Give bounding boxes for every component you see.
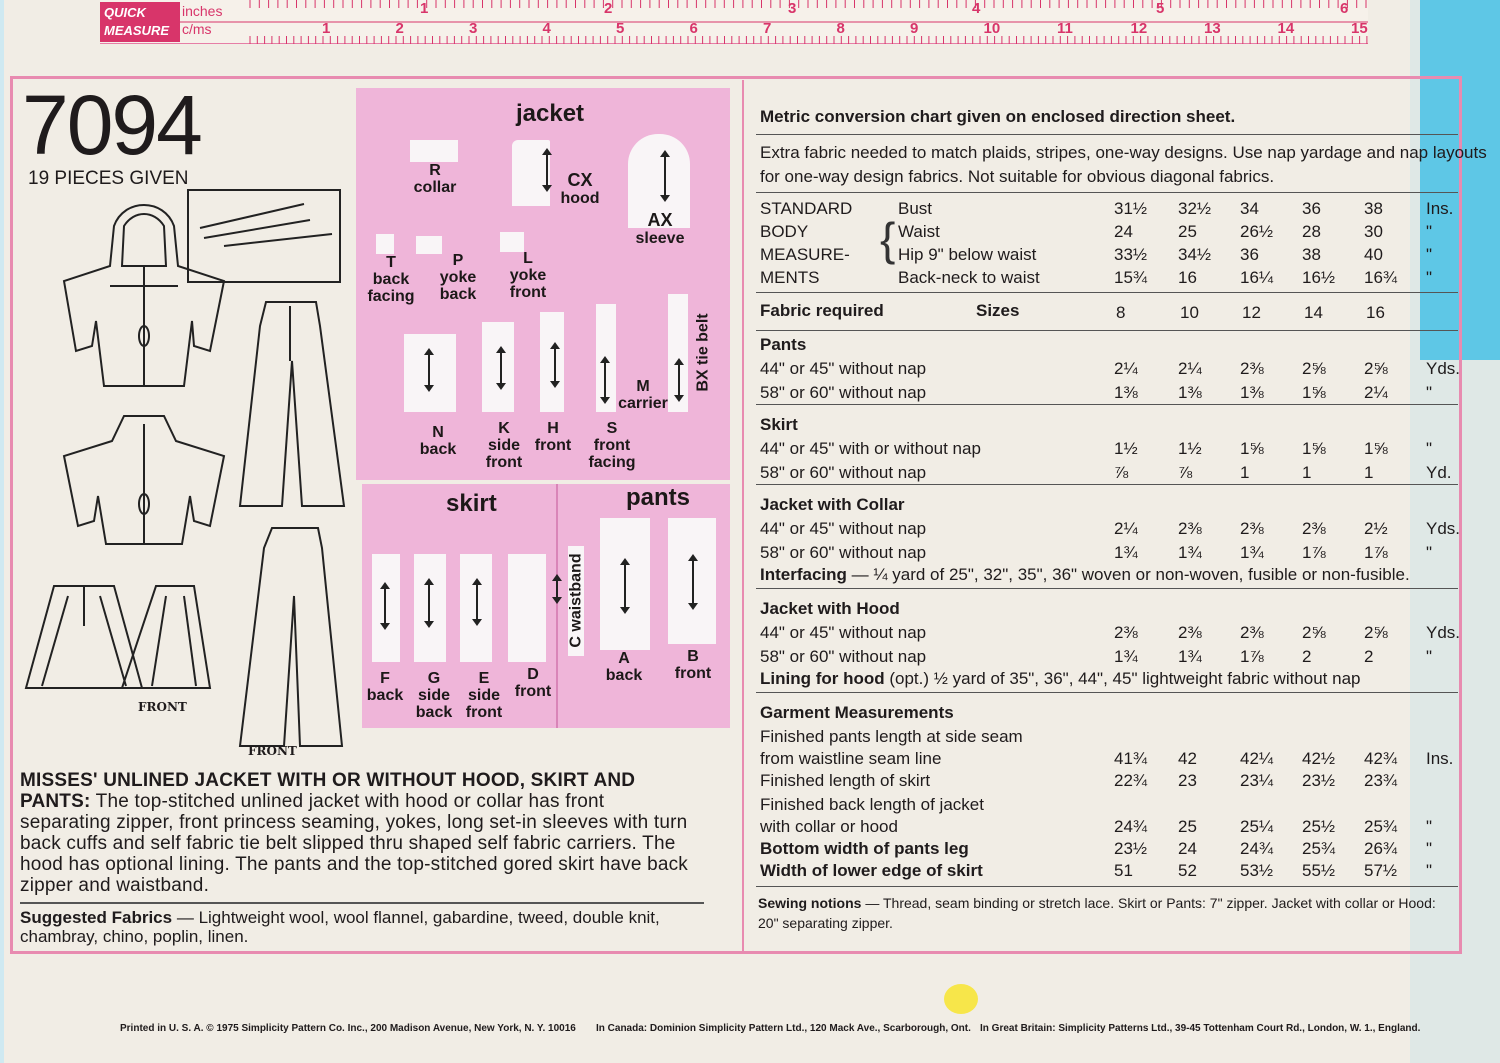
- garment-label: Width of lower edge of skirt: [760, 861, 983, 880]
- table-cell: 2¼: [1114, 519, 1138, 538]
- unit-cell: Yd.: [1426, 463, 1452, 482]
- skirt-pants-separator: [556, 484, 558, 728]
- rule: [756, 134, 1458, 135]
- section-note: Interfacing — ¼ yard of 25", 32", 35", 36" woven or non-woven, fusible or non-fusible.: [760, 565, 1410, 584]
- grainline-arrow: [692, 556, 694, 608]
- section-title: Skirt: [760, 415, 798, 434]
- table-cell: 31½: [1114, 199, 1148, 218]
- ruler-cm-mark: 7: [763, 20, 772, 37]
- extra-fabric-note-1: Extra fabric needed to match plaids, stripes, one-way designs. Use nap yardage and nap layouts: [760, 143, 1487, 162]
- ruler-cm-mark: 10: [983, 20, 1001, 37]
- rule: [756, 292, 1458, 293]
- piece-label-N: N back: [419, 424, 457, 458]
- ruler-cm-mark: 3: [469, 20, 478, 37]
- unit-cell: ": [1426, 268, 1433, 287]
- ruler-cm-mark: 1: [322, 20, 331, 37]
- piece-label-K: K side front: [485, 420, 523, 471]
- table-cell: 1: [1364, 463, 1374, 482]
- piece-label-R: R collar: [413, 162, 457, 196]
- table-cell: 32½: [1178, 199, 1212, 218]
- table-cell: 57½: [1364, 861, 1398, 880]
- garment-label: Finished back length of jacket: [760, 795, 984, 814]
- fabric-width-label: 44" or 45" without nap: [760, 623, 927, 642]
- table-cell: 16: [1178, 268, 1197, 287]
- front-label-pants: FRONT: [248, 744, 297, 758]
- table-cell: 30: [1364, 222, 1383, 241]
- table-cell: 51: [1114, 861, 1133, 880]
- table-cell: 53½: [1240, 861, 1274, 880]
- grainline-arrow: [384, 584, 386, 628]
- table-cell: 16½: [1302, 268, 1336, 287]
- fabric-width-label: 58" or 60" without nap: [760, 383, 927, 402]
- table-cell: 38: [1364, 199, 1383, 218]
- table-cell: 1⅝: [1240, 439, 1264, 458]
- grainline-arrow: [428, 580, 430, 626]
- table-cell: 2¼: [1364, 383, 1388, 402]
- piece-label-A: A back: [605, 650, 643, 684]
- piece-collar: [410, 140, 458, 162]
- ruler-logo: QUICK MEASURE: [100, 2, 180, 42]
- unit-cell: Yds.: [1426, 623, 1461, 642]
- table-cell: 1⅞: [1302, 543, 1326, 562]
- body-measure-label: Back-neck to waist: [898, 268, 1040, 287]
- body-measure-label: Hip 9" below waist: [898, 245, 1037, 264]
- table-cell: 24: [1178, 839, 1197, 858]
- ruler-cm-mark: 14: [1277, 20, 1295, 37]
- suggested-fabrics-label: Suggested Fabrics: [20, 908, 173, 927]
- garment-label: with collar or hood: [760, 817, 898, 836]
- ruler-inch-mark: 1: [420, 0, 429, 17]
- piece-yoke-front: [500, 232, 524, 252]
- table-cell: 24¾: [1240, 839, 1274, 858]
- ruler-cm-mark: 11: [1057, 20, 1073, 37]
- piece-label-BX: BX tie belt: [694, 313, 712, 392]
- table-cell: 23½: [1302, 771, 1336, 790]
- table-cell: 1½: [1114, 439, 1138, 458]
- standard-label: MEASURE-: [760, 245, 850, 264]
- table-cell: 42: [1178, 749, 1197, 768]
- table-cell: 42¼: [1240, 749, 1274, 768]
- unit-cell: Yds.: [1426, 359, 1461, 378]
- footer-britain: In Great Britain: Simplicity Patterns Ltd., 39-45 Tottenham Court Rd., London, W. 1., England.: [980, 1023, 1421, 1034]
- table-cell: 2⅝: [1302, 623, 1326, 642]
- table-cell: 2¼: [1178, 359, 1202, 378]
- pieces-given: 19 PIECES GIVEN: [28, 168, 189, 189]
- table-cell: ⅞: [1178, 463, 1193, 482]
- table-cell: 25¾: [1302, 839, 1336, 858]
- brace: {: [880, 213, 896, 265]
- standard-label: STANDARD: [760, 199, 853, 218]
- pattern-number: 7094: [22, 78, 201, 172]
- garment-illustrations: [14, 186, 354, 766]
- unit-cell: ": [1426, 839, 1433, 858]
- size-header: 12: [1242, 303, 1261, 322]
- rule: [756, 404, 1458, 405]
- ruler-cm-mark: 5: [616, 20, 625, 37]
- table-cell: 1⅞: [1364, 543, 1388, 562]
- table-cell: 2: [1302, 647, 1312, 666]
- piece-label-CX: CX hood: [560, 170, 600, 207]
- pants-heading: pants: [626, 484, 691, 511]
- table-cell: 1¾: [1178, 543, 1202, 562]
- fabric-required-label: Fabric required: [760, 301, 884, 320]
- table-cell: 2⅜: [1240, 623, 1264, 642]
- body-measure-label: Waist: [898, 222, 940, 241]
- unit-cell: Yds.: [1426, 519, 1461, 538]
- description-title: MISSES' UNLINED JACKET WITH OR WITHOUT HOOD, SKIRT AND PANTS:: [20, 770, 636, 812]
- ruler-inch-mark: 3: [788, 0, 797, 17]
- unit-cell: ": [1426, 647, 1433, 666]
- table-cell: 23¾: [1364, 771, 1398, 790]
- front-label-skirt: FRONT: [138, 700, 187, 714]
- table-cell: 23¼: [1240, 771, 1274, 790]
- table-cell: 23½: [1114, 839, 1148, 858]
- piece-label-B: B front: [674, 648, 712, 682]
- ruler-cm-mark: 4: [542, 20, 551, 37]
- table-cell: 2⅜: [1240, 359, 1264, 378]
- unit-cell: ": [1426, 861, 1433, 880]
- piece-label-M: M carrier: [618, 378, 668, 412]
- table-cell: 2¼: [1114, 359, 1138, 378]
- table-cell: 23: [1178, 771, 1197, 790]
- table-cell: 22¾: [1114, 771, 1148, 790]
- table-cell: 2: [1364, 647, 1374, 666]
- unit-cell: ": [1426, 817, 1433, 836]
- ruler-ticks: [100, 0, 1368, 44]
- table-cell: 2⅜: [1178, 623, 1202, 642]
- piece-label-E: E side front: [465, 670, 503, 721]
- piece-label-C: C waistband: [567, 553, 585, 648]
- section-title: Jacket with Collar: [760, 495, 905, 514]
- table-cell: 2⅜: [1178, 519, 1202, 538]
- fabric-width-label: 44" or 45" without nap: [760, 519, 927, 538]
- grainline-arrow: [604, 358, 606, 402]
- sizes-label: Sizes: [976, 301, 1020, 320]
- ruler-cm-mark: 15: [1351, 20, 1368, 37]
- table-cell: 34: [1240, 199, 1259, 218]
- table-cell: 1¾: [1114, 647, 1138, 666]
- piece-skirt-back: [372, 554, 400, 662]
- table-cell: 36: [1302, 199, 1321, 218]
- ruler-inch-mark: 6: [1340, 0, 1349, 17]
- piece-label-D: D front: [514, 666, 552, 700]
- table-cell: 1⅜: [1178, 383, 1202, 402]
- unit-cell: ": [1426, 245, 1433, 264]
- grainline-arrow: [556, 576, 558, 602]
- table-cell: 33½: [1114, 245, 1148, 264]
- table-cell: 41¾: [1114, 749, 1148, 768]
- table-cell: 1: [1302, 463, 1312, 482]
- rule: [756, 886, 1458, 887]
- ruler-cm-mark: 2: [395, 20, 404, 37]
- table-cell: 25¾: [1364, 817, 1398, 836]
- table-cell: 34½: [1178, 245, 1212, 264]
- table-cell: 2½: [1364, 519, 1388, 538]
- table-cell: 25½: [1302, 817, 1336, 836]
- rule: [756, 330, 1458, 331]
- table-cell: 25¼: [1240, 817, 1274, 836]
- size-header: 16: [1366, 303, 1385, 322]
- table-cell: 26½: [1240, 222, 1274, 241]
- jacket-heading: jacket: [516, 100, 585, 127]
- table-cell: 1⅝: [1302, 439, 1326, 458]
- size-header: 10: [1180, 303, 1199, 322]
- unit-cell: ": [1426, 222, 1433, 241]
- table-cell: 2⅝: [1364, 623, 1388, 642]
- footer-canada: In Canada: Dominion Simplicity Pattern Ltd., 120 Mack Ave., Scarborough, Ont.: [596, 1023, 971, 1034]
- piece-label-F: F back: [366, 670, 404, 704]
- grainline-arrow: [546, 150, 548, 190]
- grainline-arrow: [476, 580, 478, 624]
- table-cell: 1¾: [1240, 543, 1264, 562]
- size-header: 14: [1304, 303, 1323, 322]
- rule: [756, 588, 1458, 589]
- unit-cell: Ins.: [1426, 199, 1454, 218]
- sewing-notions: Sewing notions — Thread, seam binding or stretch lace. Skirt or Pants: 7" zipper. Jacket with collar or Hood:: [758, 895, 1436, 911]
- table-cell: 1¾: [1178, 647, 1202, 666]
- inches-label: inches: [182, 3, 223, 19]
- extra-fabric-note-2: for one-way design fabrics. Not suitable for obvious diagonal fabrics.: [760, 167, 1275, 186]
- ruler-cm-mark: 13: [1204, 20, 1221, 37]
- piece-back: [404, 334, 456, 412]
- table-cell: 2⅜: [1114, 623, 1138, 642]
- suggested-fabrics-text: — Lightweight wool, wool flannel, gabardine, tweed, double knit, chambray, chino, poplin, linen.: [20, 908, 660, 946]
- table-cell: 1: [1240, 463, 1250, 482]
- ruler-cm-mark: 12: [1130, 20, 1148, 37]
- metric-note: Metric conversion chart given on enclosed direction sheet.: [760, 107, 1236, 126]
- table-cell: 24: [1114, 222, 1133, 241]
- table-cell: 16¼: [1240, 268, 1274, 287]
- ruler-cm-mark: 9: [910, 20, 919, 37]
- ruler-inch-mark: 4: [972, 0, 981, 17]
- section-note: Lining for hood (opt.) ½ yard of 35", 36", 44", 45" lightweight fabric without nap: [760, 669, 1361, 688]
- fabric-width-label: 58" or 60" without nap: [760, 647, 927, 666]
- grainline-arrow: [664, 152, 666, 200]
- table-cell: ⅞: [1114, 463, 1129, 482]
- table-cell: 25: [1178, 222, 1197, 241]
- piece-label-G: G side back: [415, 670, 453, 721]
- table-cell: 1⅞: [1240, 647, 1264, 666]
- frame-divider: [742, 80, 744, 952]
- section-title: Pants: [760, 335, 807, 354]
- garment-label: Finished pants length at side seam: [760, 727, 1023, 746]
- table-cell: 2⅝: [1302, 359, 1326, 378]
- table-cell: 38: [1302, 245, 1321, 264]
- table-cell: 25: [1178, 817, 1197, 836]
- ruler-inch-mark: 5: [1156, 0, 1165, 17]
- pattern-description: [20, 770, 700, 896]
- table-cell: 42¾: [1364, 749, 1398, 768]
- piece-front: [540, 312, 564, 412]
- table-cell: 1⅝: [1302, 383, 1326, 402]
- piece-side-front: [482, 322, 514, 412]
- piece-back-facing: [376, 234, 394, 254]
- ruler-cm-mark: 8: [836, 20, 845, 37]
- fabric-width-label: 44" or 45" without nap: [760, 359, 927, 378]
- yellow-stain: [944, 984, 978, 1014]
- piece-skirt-front: [508, 554, 546, 662]
- ruler-inch-mark: 2: [604, 0, 613, 17]
- garment-label: from waistline seam line: [760, 749, 942, 768]
- table-cell: 1½: [1178, 439, 1202, 458]
- piece-label-AX: AX sleeve: [635, 210, 685, 247]
- measure-ruler: [100, 0, 1368, 44]
- grainline-arrow: [428, 350, 430, 390]
- piece-label-T: T back facing: [367, 254, 415, 305]
- garment-label: Bottom width of pants leg: [760, 839, 969, 858]
- unit-cell: Ins.: [1426, 749, 1454, 768]
- table-cell: 26¾: [1364, 839, 1398, 858]
- standard-label: MENTS: [760, 268, 820, 287]
- rule: [756, 192, 1458, 193]
- table-cell: 42½: [1302, 749, 1336, 768]
- suggested-fabrics: [20, 902, 704, 946]
- table-cell: 24¾: [1114, 817, 1148, 836]
- skirt-heading: skirt: [446, 490, 497, 517]
- body-measure-label: Bust: [898, 199, 933, 218]
- size-header: 8: [1116, 303, 1126, 322]
- piece-label-H: H front: [534, 420, 572, 454]
- piece-label-P: P yoke back: [439, 252, 477, 303]
- table-cell: 1¾: [1114, 543, 1138, 562]
- table-cell: 15¾: [1114, 268, 1148, 287]
- table-cell: 1⅜: [1114, 383, 1138, 402]
- fabric-width-label: 44" or 45" with or without nap: [760, 439, 981, 458]
- table-cell: 52: [1178, 861, 1197, 880]
- table-cell: 1⅝: [1364, 439, 1388, 458]
- unit-cell: ": [1426, 439, 1433, 458]
- table-cell: 36: [1240, 245, 1259, 264]
- fabric-width-label: 58" or 60" without nap: [760, 463, 927, 482]
- garment-title: Garment Measurements: [760, 703, 954, 722]
- rule: [756, 484, 1458, 485]
- table-cell: 40: [1364, 245, 1383, 264]
- table-cell: 2⅜: [1302, 519, 1326, 538]
- footer-usa: Printed in U. S. A. © 1975 Simplicity Pattern Co. Inc., 200 Madison Avenue, New York, N. Y. 10016: [120, 1023, 576, 1034]
- table-cell: 2⅜: [1240, 519, 1264, 538]
- piece-label-S: S front facing: [588, 420, 636, 471]
- description-body: The top-stitched unlined jacket with hood or collar has front separating zipper, front princess seaming, yokes, long set-in sleeves with turn back cuffs and self fabric tie belt slipped thru shaped self fabric carriers. The hood has optional lining. The pants and the top-stitched gored skirt have back zipper and waistband.: [20, 791, 689, 896]
- grainline-arrow: [678, 360, 680, 400]
- sewing-notions-2: 20" separating zipper.: [758, 915, 893, 931]
- grainline-arrow: [500, 348, 502, 388]
- section-title: Jacket with Hood: [760, 599, 900, 618]
- piece-skirt-side-back: [414, 554, 446, 662]
- standard-label: BODY: [760, 222, 809, 241]
- unit-cell: ": [1426, 543, 1433, 562]
- table-cell: 16¾: [1364, 268, 1398, 287]
- rule: [756, 692, 1458, 693]
- garment-label: Finished length of skirt: [760, 771, 931, 790]
- cm-label: c/ms: [182, 21, 212, 37]
- table-cell: 1⅜: [1240, 383, 1264, 402]
- table-cell: 28: [1302, 222, 1321, 241]
- ruler-cm-mark: 6: [689, 20, 698, 37]
- piece-label-L: L yoke front: [509, 250, 547, 301]
- table-cell: 55½: [1302, 861, 1336, 880]
- grainline-arrow: [554, 344, 556, 386]
- fabric-width-label: 58" or 60" without nap: [760, 543, 927, 562]
- unit-cell: ": [1426, 383, 1433, 402]
- grainline-arrow: [624, 560, 626, 612]
- table-cell: 2⅝: [1364, 359, 1388, 378]
